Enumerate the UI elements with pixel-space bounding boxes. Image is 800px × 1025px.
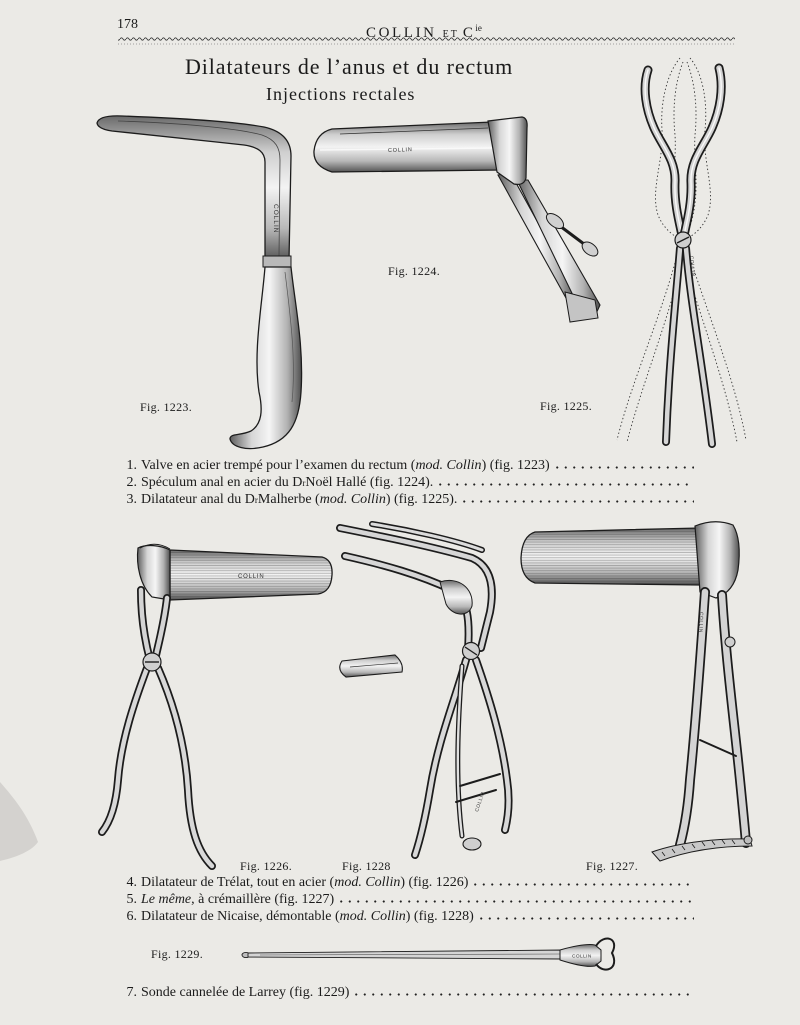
- fig1225-engraving: COLLIN: [688, 255, 696, 278]
- page-title: Dilatateurs de l’anus et du rectum: [185, 54, 514, 79]
- caption-fig-1228: Fig. 1228: [342, 859, 391, 873]
- item-text: Sonde cannelée de Larrey (fig. 1229): [141, 985, 350, 1000]
- item-number: 2.: [126, 475, 137, 490]
- dot-leader: [477, 917, 694, 920]
- list-item: [118, 874, 694, 891]
- item-text-superscript: r: [302, 478, 306, 488]
- caption-fig-1224: Fig. 1224.: [388, 264, 441, 278]
- item-text: Dilatateur de Nicaise, démontable (: [141, 909, 340, 924]
- scan-smudge: [0, 782, 38, 861]
- fig1229-engraving: COLLIN: [572, 954, 592, 960]
- list-item: [118, 908, 694, 925]
- figure-1229-grooved-probe: [242, 939, 614, 970]
- fig1223-engraving: COLLIN: [272, 204, 279, 234]
- figure-1223-valve: [97, 116, 302, 449]
- item-text: Dilatateur de Trélat, tout en acier (: [141, 875, 335, 890]
- item-number: 5.: [126, 892, 137, 907]
- item-text: ) (fig. 1226): [400, 875, 469, 890]
- fig1227-engraving: COLLIN: [697, 611, 703, 634]
- dot-leader: [471, 883, 694, 886]
- fig1228-engraving: COLLIN: [475, 791, 487, 813]
- item-text: ) (fig. 1228): [405, 909, 474, 924]
- item-list-2: [118, 874, 694, 925]
- running-head-ie: ie: [475, 23, 482, 33]
- item-text-superscript: r: [254, 495, 258, 505]
- fig1226-engraving: COLLIN: [238, 574, 265, 580]
- dot-leader: [352, 993, 694, 996]
- dot-leader: [553, 466, 694, 469]
- item-text: ) (fig. 1223): [481, 458, 550, 473]
- item-text: Malherbe (: [257, 492, 320, 507]
- item-list-3: [118, 984, 694, 1001]
- dot-leader: [460, 500, 694, 503]
- item-text: Noël Hallé (fig. 1224).: [305, 475, 434, 490]
- list-item: [118, 491, 694, 508]
- item-number: 6.: [126, 909, 137, 924]
- list-item: [118, 891, 694, 908]
- page-number: 178: [117, 17, 138, 32]
- item-text: , à crémaillère (fig. 1227): [191, 892, 335, 907]
- caption-fig-1223: Fig. 1223.: [140, 400, 193, 414]
- running-head-name: COLLIN: [366, 25, 437, 41]
- caption-fig-1229: Fig. 1229.: [151, 947, 204, 961]
- running-head-et: ET: [442, 29, 459, 40]
- item-text-italic: mod. Collin: [415, 458, 482, 473]
- item-number: 3.: [126, 492, 137, 507]
- figure-1225-dilator: [617, 58, 746, 444]
- fig1224-engraving: COLLIN: [387, 147, 413, 154]
- item-text: ) (fig. 1225).: [385, 492, 458, 507]
- item-text-italic: mod. Collin: [334, 875, 401, 890]
- item-text: Spéculum anal en acier du D: [141, 475, 303, 490]
- caption-fig-1226: Fig. 1226.: [240, 859, 293, 873]
- running-head-c: C: [462, 25, 476, 41]
- item-text-italic: mod. Collin: [339, 909, 406, 924]
- list-item: [118, 984, 694, 1001]
- figure-1228-nicaise-dilator: [340, 524, 509, 855]
- caption-fig-1227: Fig. 1227.: [586, 859, 639, 873]
- item-list-1: [118, 457, 694, 508]
- item-text-italic: Le même: [141, 892, 192, 907]
- item-text-italic: mod. Collin: [319, 492, 386, 507]
- dot-leader: [337, 900, 694, 903]
- dot-leader: [436, 483, 694, 486]
- figure-1226-trelat-dilator: [102, 544, 332, 866]
- list-item: [118, 457, 694, 474]
- item-number: 7.: [126, 985, 137, 1000]
- figure-1224-speculum: [314, 117, 601, 322]
- figure-1227-rack-dilator: [521, 522, 752, 861]
- page-subtitle: Injections rectales: [266, 84, 416, 104]
- caption-fig-1225: Fig. 1225.: [540, 399, 593, 413]
- item-text: Valve en acier trempé pour l’examen du rectum (: [141, 458, 416, 473]
- item-number: 4.: [126, 875, 137, 890]
- running-head: [366, 23, 482, 42]
- item-text: Dilatateur anal du D: [141, 492, 255, 507]
- item-number: 1.: [126, 458, 137, 473]
- list-item: [118, 474, 694, 491]
